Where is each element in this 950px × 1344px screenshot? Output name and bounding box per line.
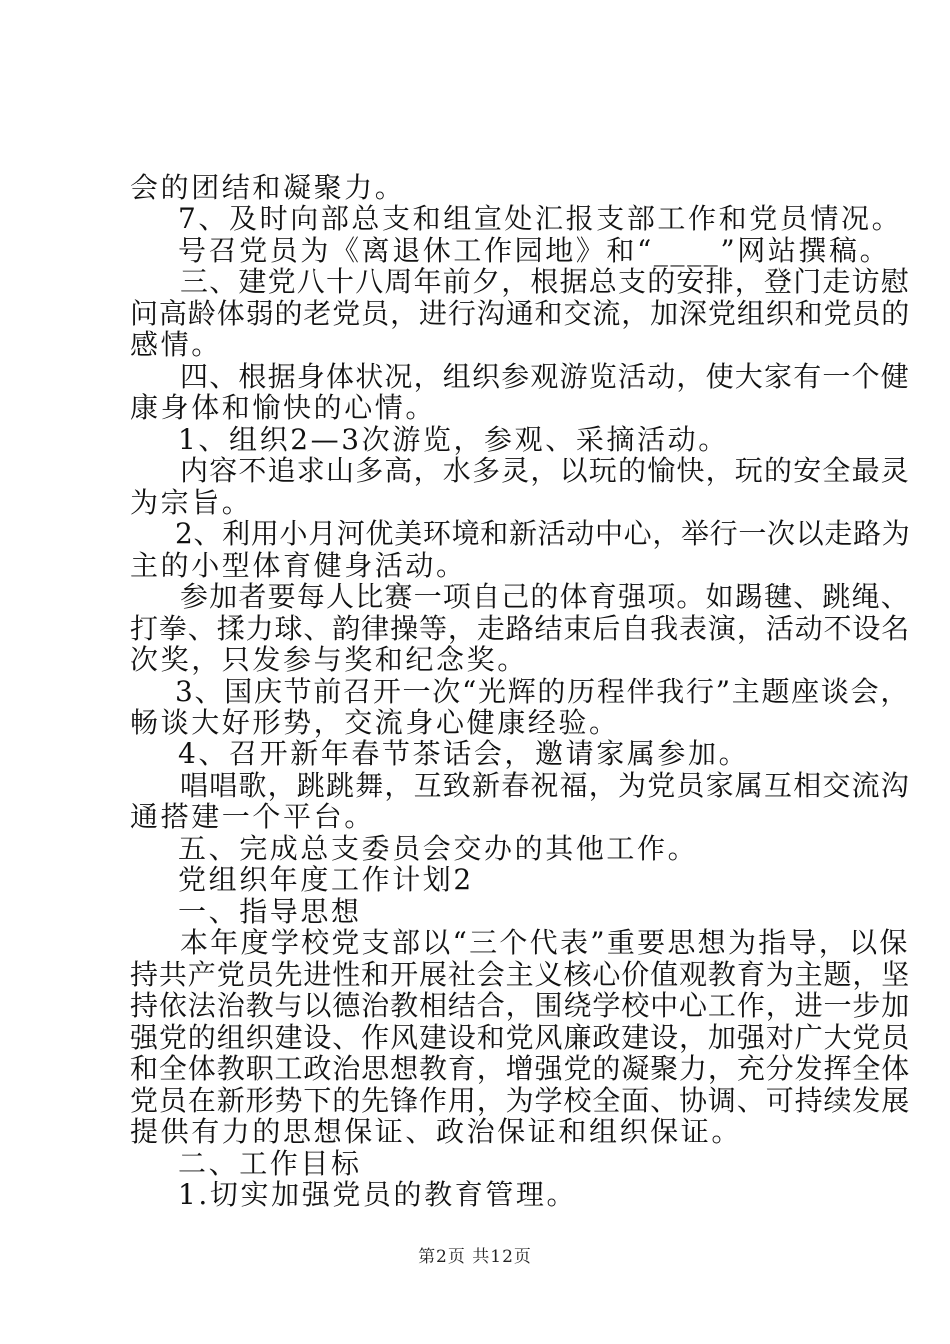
- text-line: 4、召开新年春节茶话会，邀请家属参加。: [178, 737, 750, 771]
- text-line: 内容不追求山多高，水多灵，以玩的愉快，玩的安全最灵: [180, 454, 911, 488]
- text-line: 持共产党员先进性和开展社会主义核心价值观教育为主题，坚: [130, 957, 911, 991]
- text-line: 次奖，只发参与奖和纪念奖。: [130, 643, 528, 677]
- text-line: 本年度学校党支部以“三个代表”重要思想为指导，以保: [180, 926, 910, 960]
- text-line: 和全体教职工政治思想教育，增强党的凝聚力，充分发挥全体: [130, 1052, 911, 1086]
- page-number-footer: 第2页 共12页: [418, 1247, 532, 1267]
- text-line: 1.切实加强党员的教育管理。: [178, 1178, 578, 1211]
- text-line: 会的团结和凝聚力。: [130, 171, 406, 204]
- text-line: 2、利用小月河优美环境和新活动中心，举行一次以走路为: [175, 517, 911, 551]
- text-line: 打拳、揉力球、韵律操等，走路结束后自我表演，活动不设名: [130, 611, 911, 645]
- text-line: 四、根据身体状况，组织参观游览活动，使大家有一个健: [180, 359, 911, 393]
- text-line: 持依法治教与以德治教相结合，围绕学校中心工作，进一步加: [130, 989, 911, 1023]
- text-line: 主的小型体育健身活动。: [130, 548, 467, 582]
- text-line: 强党的组织建设、作风建设和党风廉政建设，加强对广大党员: [130, 1020, 911, 1054]
- text-line: 三、建党八十八周年前夕，根据总支的安排，登门走访慰: [180, 265, 911, 299]
- text-line: 康身体和愉快的心情。: [130, 391, 437, 425]
- text-line: 1、组织2—3次游览，参观、采摘活动。: [178, 422, 729, 456]
- text-line: 唱唱歌，跳跳舞，互致新春祝福，为党员家属互相交流沟: [180, 768, 911, 802]
- text-line: 通搭建一个平台。: [130, 800, 375, 834]
- text-line: 参加者要每人比赛一项自己的体育强项。如踢毽、跳绳、: [180, 580, 911, 614]
- text-line: 二、工作目标: [178, 1146, 362, 1180]
- text-line: 感情。: [130, 328, 222, 362]
- text-line: 为宗旨。: [130, 485, 253, 519]
- text-line: 提供有力的思想保证、政治保证和组织保证。: [130, 1115, 743, 1149]
- text-line: 3、国庆节前召开一次“光辉的历程伴我行”主题座谈会，: [175, 674, 911, 708]
- text-line: 党员在新形势下的先锋作用，为学校全面、协调、可持续发展: [130, 1083, 911, 1117]
- section-heading: 党组织年度工作计划2: [178, 863, 474, 897]
- text-line: 五、完成总支委员会交办的其他工作。: [178, 831, 699, 865]
- text-line: 号召党员为《离退休工作园地》和“____”网站撰稿。: [178, 233, 891, 267]
- text-line: 7、及时向部总支和组宣处汇报支部工作和党员情况。: [178, 202, 903, 236]
- text-line: 一、指导思想: [178, 894, 362, 928]
- text-line: 问高龄体弱的老党员，进行沟通和交流，加深党组织和党员的: [130, 296, 911, 330]
- text-line: 畅谈大好形势，交流身心健康经验。: [130, 705, 620, 739]
